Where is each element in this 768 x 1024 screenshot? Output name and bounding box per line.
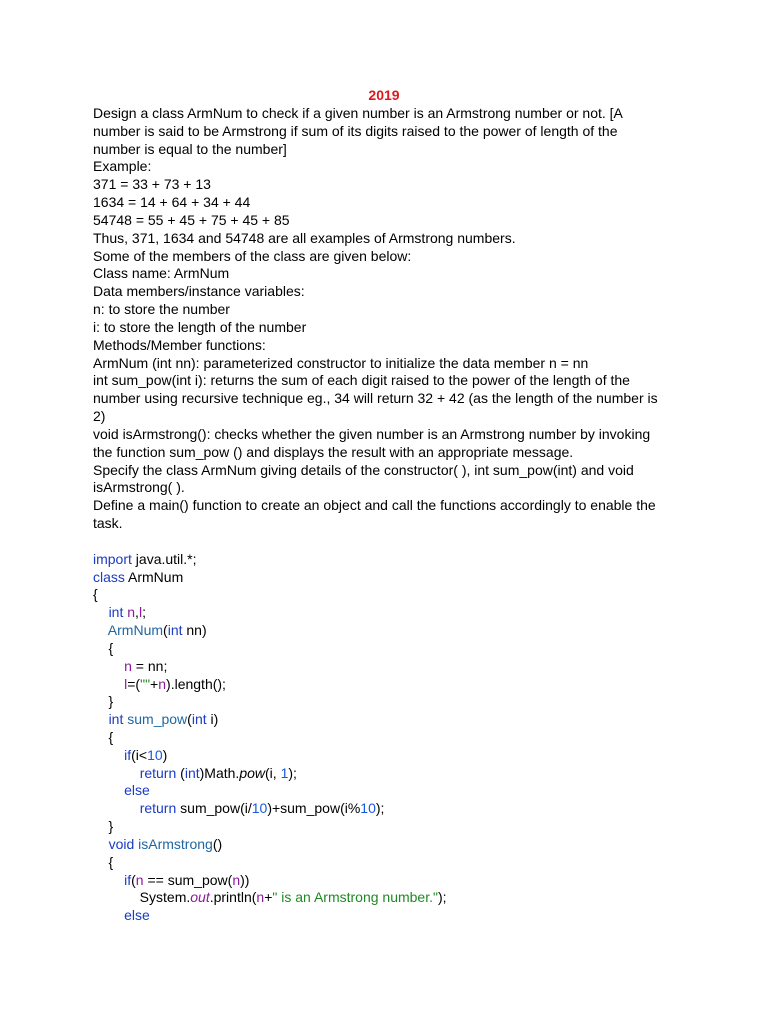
code-token xyxy=(93,658,124,674)
code-token xyxy=(93,782,124,798)
code-token: return xyxy=(139,800,177,817)
code-token: ( xyxy=(176,764,185,781)
body-text-line: Design a class ArmNum to check if a given number is an Armstrong number or not. [A xyxy=(93,105,623,121)
code-token: n xyxy=(158,675,167,692)
code-token: else xyxy=(124,907,150,924)
code-line xyxy=(93,586,733,604)
code-token: n xyxy=(232,871,241,888)
code-token xyxy=(93,711,109,727)
code-token: else xyxy=(124,782,150,799)
code-token xyxy=(93,747,124,763)
code-token: ( xyxy=(131,871,136,888)
code-token: ( xyxy=(187,711,192,728)
code-token: ); xyxy=(375,800,385,817)
code-token: n xyxy=(135,871,144,888)
body-text-line: the function sum_pow () and displays the result with an appropriate message. xyxy=(93,443,574,460)
code-token: )) xyxy=(240,871,250,888)
body-text-line: Methods/Member functions: xyxy=(93,336,266,353)
code-token: n xyxy=(124,657,132,674)
code-line xyxy=(93,818,733,836)
body-text-line: Example: xyxy=(93,158,152,175)
code-token: )Math. xyxy=(199,764,240,781)
body-text-line: n: to store the number xyxy=(93,301,230,318)
body-text-line: 54748 = 55 + 45 + 75 + 45 + 85 xyxy=(93,211,290,228)
code-token: .println( xyxy=(209,889,257,906)
code-line xyxy=(93,747,733,765)
code-token: pow xyxy=(239,764,265,781)
code-token: ( xyxy=(163,622,168,639)
code-token: ); xyxy=(288,764,297,781)
code-token: ) xyxy=(162,746,168,763)
code-token: =( xyxy=(127,675,141,692)
code-token: out xyxy=(190,889,210,906)
body-text-line: number using recursive technique eg., 34 will return 32 + 42 (as the length of the number is xyxy=(93,390,658,407)
body-text-line: void isArmstrong(): checks whether the given number is an Armstrong number by invoking xyxy=(93,425,651,442)
body-text-line: 371 = 33 + 73 + 13 xyxy=(93,176,211,193)
code-line xyxy=(93,854,733,872)
code-token: return xyxy=(139,764,177,781)
code-line xyxy=(93,800,733,818)
code-token: + xyxy=(264,889,273,906)
body-text-line: Thus, 371, 1634 and 54748 are all examples of Armstrong numbers. xyxy=(93,229,516,246)
body-text-line: ArmNum (int nn): parameterized constructor to initialize the data member n = nn xyxy=(93,354,589,371)
code-token xyxy=(93,836,109,852)
code-token: if xyxy=(124,746,132,763)
code-token: class xyxy=(93,568,125,585)
body-text-line: i: to store the length of the number xyxy=(93,318,307,335)
code-token: import xyxy=(93,550,132,567)
code-token: nn) xyxy=(182,622,207,639)
code-line xyxy=(93,622,733,640)
code-token: l xyxy=(124,675,128,692)
code-line xyxy=(93,711,733,729)
code-token: 1 xyxy=(280,764,289,781)
code-token: , xyxy=(135,604,139,621)
code-line xyxy=(93,836,733,854)
code-line xyxy=(93,551,733,569)
code-token xyxy=(93,907,124,923)
code-token: System. xyxy=(93,889,191,906)
body-text-line: 2) xyxy=(93,408,106,425)
body-text-line: Class name: ArmNum xyxy=(93,265,230,282)
code-token: java.util.*; xyxy=(131,550,197,567)
code-token xyxy=(93,765,140,781)
code-line xyxy=(93,782,733,800)
code-token: n xyxy=(256,889,265,906)
body-text-line: Data members/instance variables: xyxy=(93,283,305,300)
body-text-line: int sum_pow(int i): returns the sum of each digit raised to the power of the length of the xyxy=(93,372,630,389)
code-token: isArmstrong xyxy=(138,835,213,852)
body-text-line: Specify the class ArmNum giving details of the constructor( ), int sum_pow(int) and void xyxy=(93,461,634,478)
code-token: ).length(); xyxy=(166,675,226,692)
code-token: int xyxy=(191,711,207,728)
code-token: { xyxy=(93,639,114,656)
question-text xyxy=(93,105,733,533)
code-line xyxy=(93,640,733,658)
code-token: 10 xyxy=(147,746,163,763)
code-token: int xyxy=(108,604,124,621)
code-token: == sum_pow( xyxy=(143,871,233,888)
body-text-line: isArmstrong( ). xyxy=(93,479,185,496)
code-line xyxy=(93,729,733,747)
code-token: sum_pow xyxy=(127,711,188,728)
code-token: (i, xyxy=(265,764,281,781)
code-token xyxy=(93,800,140,816)
code-token: 10 xyxy=(360,800,376,817)
code-token: sum_pow(i/ xyxy=(176,800,252,817)
code-line xyxy=(93,658,733,676)
code-token: )+sum_pow(i% xyxy=(267,800,361,817)
code-token: ArmNum xyxy=(107,622,164,639)
body-text-line: Some of the members of the class are given below: xyxy=(93,247,412,264)
code-token: n xyxy=(127,604,136,621)
document-body xyxy=(93,105,733,925)
code-token: i) xyxy=(206,711,219,728)
code-token: ArmNum xyxy=(124,568,184,585)
code-token xyxy=(93,872,124,888)
code-token: 10 xyxy=(251,800,268,817)
code-line xyxy=(93,907,733,925)
code-token xyxy=(93,622,108,638)
code-token: ; xyxy=(142,604,146,621)
code-token: void xyxy=(108,835,135,852)
code-token: int xyxy=(184,764,200,781)
code-token xyxy=(93,676,124,692)
code-token: "" xyxy=(140,675,151,692)
code-token: " is an Armstrong number." xyxy=(272,889,438,906)
code-token: } xyxy=(93,693,114,710)
code-token: + xyxy=(150,675,159,692)
code-token: int xyxy=(167,622,183,639)
body-text-line: Define a main() function to create an object and call the functions accordingly to enable the xyxy=(93,497,656,514)
body-text-line: 1634 = 14 + 64 + 34 + 44 xyxy=(93,194,251,211)
code-line xyxy=(93,693,733,711)
code-token: ); xyxy=(437,889,447,906)
body-text-line: task. xyxy=(93,515,123,532)
body-text-line: number is said to be Armstrong if sum of its digits raised to the power of length of the xyxy=(93,122,618,139)
code-token xyxy=(93,604,109,620)
code-token: if xyxy=(124,871,132,888)
code-line xyxy=(93,889,733,907)
code-line xyxy=(93,604,733,622)
code-token: { xyxy=(93,728,114,745)
code-token: (i< xyxy=(131,746,148,763)
code-line xyxy=(93,676,733,694)
body-text-line: number is equal to the number] xyxy=(93,140,287,157)
code-token: } xyxy=(93,818,114,835)
year-heading: 2019 xyxy=(368,87,400,103)
code-token: l xyxy=(138,604,143,621)
code-line xyxy=(93,872,733,890)
code-line xyxy=(93,569,733,587)
code-token: { xyxy=(93,853,114,870)
code-line xyxy=(93,765,733,783)
code-token: int xyxy=(108,711,124,728)
code-token: () xyxy=(212,835,223,852)
code-listing xyxy=(93,551,733,925)
code-token: = nn; xyxy=(131,657,168,674)
code-token: { xyxy=(93,586,98,603)
